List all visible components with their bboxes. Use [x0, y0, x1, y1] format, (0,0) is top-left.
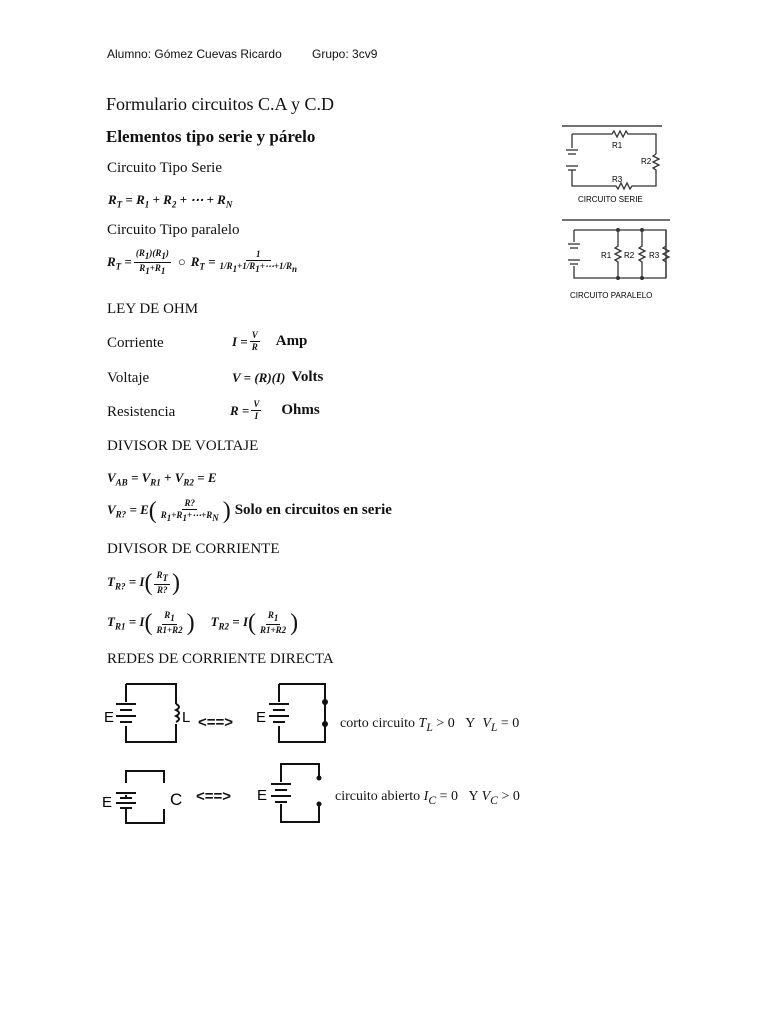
open-e-label: E	[257, 787, 268, 804]
parallel-caption: CIRCUITO PARALELO	[570, 291, 653, 300]
series-formula: $R_T = R_1 + R_2$ + ⋯ + $R_N$	[108, 192, 233, 210]
parallel-r2-label: R2	[624, 251, 635, 260]
short-circuit-note: corto circuito $T_L > 0$ Y $V_L = 0$	[340, 716, 520, 734]
series-label: Circuito Tipo Serie	[107, 160, 223, 176]
equivalence-arrow-capacitor: <==>	[196, 788, 232, 805]
short-circuit-diagram	[255, 678, 335, 746]
ohm-voltage-formula: V = (R)(I) Volts	[232, 369, 324, 385]
current-divider-formula-1: $T_{R?} = I$ ( $\frac{R_T}{R?}$ )	[107, 569, 180, 596]
parallel-r3-label: R3	[649, 251, 660, 260]
voltage-divider-heading: DIVISOR DE VOLTAJE	[107, 438, 259, 454]
parallel-r1-label: R1	[601, 251, 612, 260]
ohm-voltage-unit: Volts	[291, 369, 324, 385]
short-e-label: E	[256, 709, 267, 726]
current-divider-formula-2: $T_{R1} = I$ ( $\frac{R_1}{R1+R2}$ ) $T_{R2} = I$ ( $\frac{R_1}{R1+R2}$ )	[107, 609, 299, 636]
inductor-l-label: L	[182, 709, 191, 726]
capacitor-circuit-diagram	[100, 765, 190, 827]
group-label: Grupo: 3cv9	[312, 47, 378, 61]
voltage-divider-formula-1: $V_{AB} = V_{R1} + V_{R2} = E$	[107, 470, 217, 488]
voltage-divider-formula-2: $V_{R?} = E$ ( $\frac{R?}{R_1+R_1+\cdots+R_N}$ ) Solo en circuitos en serie	[107, 497, 392, 524]
ohm-voltage-label: Voltaje	[107, 370, 150, 386]
series-circuit-image	[560, 124, 664, 208]
current-divider-heading: DIVISOR DE CORRIENTE	[107, 541, 280, 557]
ohm-current-label: Corriente	[107, 335, 164, 351]
section-heading-elements: Elementos tipo serie y párelo	[106, 127, 316, 146]
series-r2-label: R2	[641, 157, 652, 166]
inductor-e-label: E	[104, 709, 115, 726]
short-circuit-text: corto circuito	[340, 716, 416, 731]
parallel-label: Circuito Tipo paralelo	[107, 222, 240, 238]
equivalence-arrow-inductor: <==>	[198, 714, 234, 731]
conj-1: Y	[465, 716, 476, 731]
inductor-circuit-diagram	[104, 678, 194, 746]
voltage-divider-note: Solo en circuitos en serie	[234, 502, 392, 519]
page-title: Formulario circuitos C.A y C.D	[106, 94, 334, 114]
ohm-current-formula: I = $\frac{V}{R}$ Amp	[232, 330, 308, 352]
ohm-resistance-label: Resistencia	[107, 404, 176, 420]
capacitor-c-label: C	[170, 790, 183, 809]
or-symbol: ○	[177, 254, 186, 270]
ohm-current-unit: Amp	[275, 333, 308, 349]
series-caption: CIRCUITO SERIE	[578, 195, 643, 204]
open-circuit-note: circuito abierto $I_C = 0$ Y $V_C > 0$	[335, 789, 520, 807]
dc-networks-heading: REDES DE CORRIENTE DIRECTA	[107, 651, 334, 667]
conj-2: Y	[468, 789, 479, 804]
parallel-circuit-image	[560, 218, 672, 304]
ohm-resistance-formula: R = $\frac{V}{I}$ Ohms	[230, 399, 320, 421]
open-circuit-text: circuito abierto	[335, 789, 421, 804]
student-name: Alumno: Gómez Cuevas Ricardo	[107, 47, 282, 61]
series-r3-label: R3	[612, 175, 623, 184]
series-r1-label: R1	[612, 141, 623, 150]
capacitor-e-label: E	[102, 794, 113, 811]
open-circuit-diagram	[255, 760, 335, 826]
ohm-resistance-unit: Ohms	[281, 402, 320, 418]
parallel-formula: $R_T$ = $\frac{(R_1)(R_1)}{R_1+R_1}$ ○ $R_T$ = $\frac{1}{1/R_1+1/R_1+\cdots+1/R_n}$	[107, 248, 297, 276]
ohm-heading: LEY DE OHM	[107, 301, 199, 317]
